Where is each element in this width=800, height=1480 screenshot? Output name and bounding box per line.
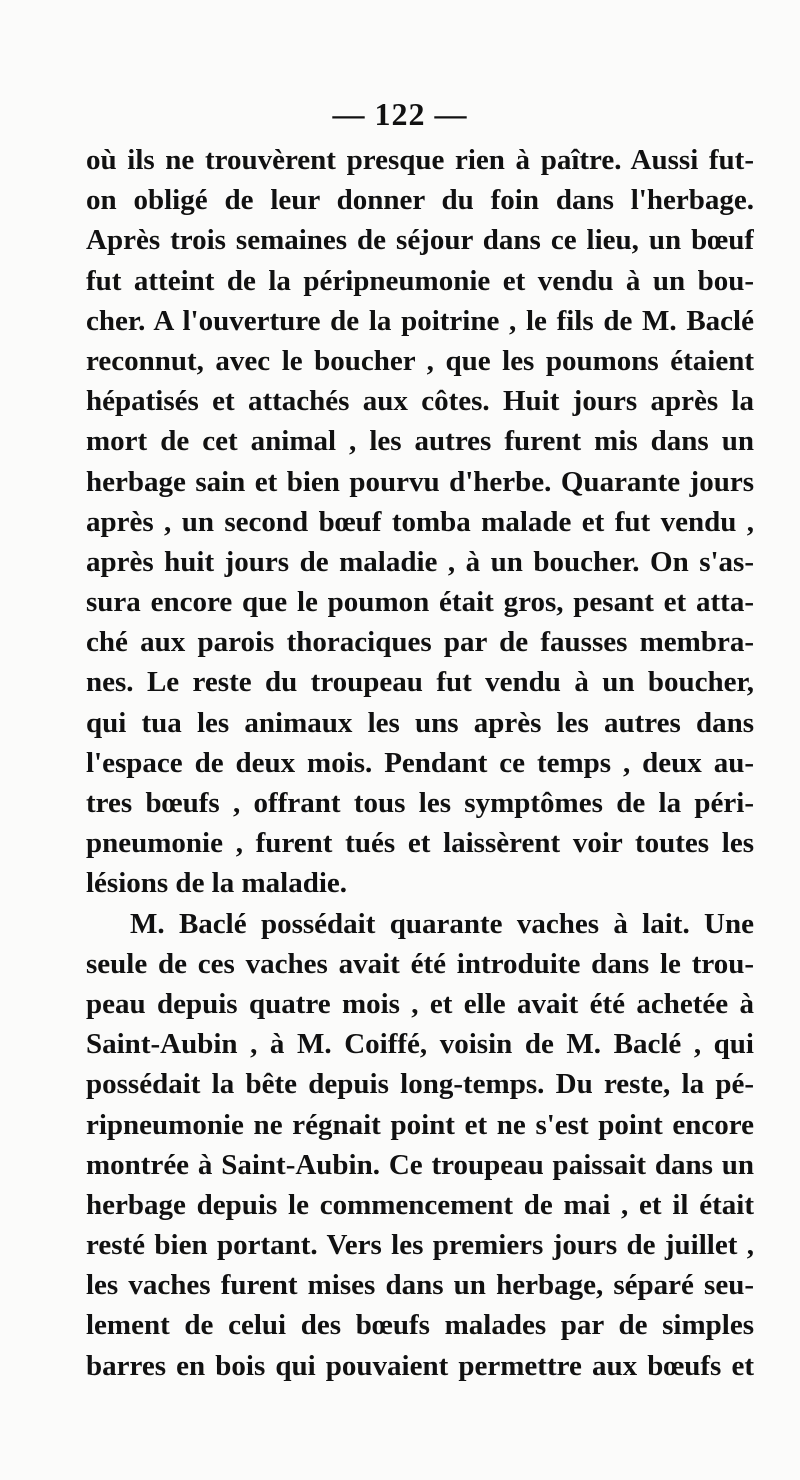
text-line: reconnut, avec le boucher , que les poumons étaient xyxy=(86,344,754,377)
text-line: peau depuis quatre mois , et elle avait été achetée à xyxy=(86,987,754,1020)
text-line: herbage sain et bien pourvu d'herbe. Quarante jours xyxy=(86,465,754,498)
text-line: barres en bois qui pouvaient permettre aux bœufs et xyxy=(86,1349,754,1382)
text-line: hépatisés et attachés aux côtes. Huit jours après la xyxy=(86,385,754,418)
body-text xyxy=(86,140,754,1386)
text-line: nes. Le reste du troupeau fut vendu à un boucher, xyxy=(86,666,754,699)
text-line: où ils ne trouvèrent presque rien à paître. Aussi fut- xyxy=(86,144,754,176)
text-line: tres bœufs , offrant tous les symptômes de la péri- xyxy=(86,787,754,819)
text-line: herbage depuis le commencement de mai , et il était xyxy=(86,1188,754,1221)
text-line: qui tua les animaux les uns après les autres dans xyxy=(86,706,754,739)
text-line: cher. A l'ouverture de la poitrine , le fils de M. Baclé xyxy=(86,304,754,337)
text-line: l'espace de deux mois. Pendant ce temps , deux au- xyxy=(86,746,754,779)
paragraph-start-line: M. Baclé possédait quarante vaches à lait. Une xyxy=(130,907,754,940)
text-line: possédait la bête depuis long-temps. Du reste, la pé- xyxy=(86,1068,754,1101)
text-line: montrée à Saint-Aubin. Ce troupeau paissait dans un xyxy=(86,1148,754,1181)
paragraph-end-line: lésions de la maladie. xyxy=(86,867,348,900)
text-line: les vaches furent mises dans un herbage, séparé seu- xyxy=(86,1269,754,1302)
text-line: après , un second bœuf tomba malade et fut vendu , xyxy=(86,505,754,538)
text-line: ché aux parois thoraciques par de fausses membra- xyxy=(86,626,754,659)
text-line: on obligé de leur donner du foin dans l'herbage. xyxy=(86,184,754,217)
page-number: — 122 — xyxy=(332,96,468,132)
text-line: lement de celui des bœufs malades par de simples xyxy=(86,1309,754,1342)
text-line: Saint-Aubin , à M. Coiffé, voisin de M. Baclé , qui xyxy=(86,1028,754,1061)
text-line: resté bien portant. Vers les premiers jours de juillet , xyxy=(86,1229,754,1262)
text-line: Après trois semaines de séjour dans ce lieu, un bœuf xyxy=(86,224,754,257)
text-line: ripneumonie ne régnait point et ne s'est point encore xyxy=(86,1108,754,1141)
text-line: sura encore que le poumon était gros, pesant et atta- xyxy=(86,586,754,619)
text-line: pneumonie , furent tués et laissèrent voir toutes les xyxy=(86,827,754,860)
text-line: seule de ces vaches avait été introduite dans le trou- xyxy=(86,947,754,980)
text-line: fut atteint de la péripneumonie et vendu à un bou- xyxy=(86,264,754,297)
text-line: mort de cet animal , les autres furent mis dans un xyxy=(86,425,754,458)
text-line: après huit jours de maladie , à un boucher. On s'as- xyxy=(86,545,754,578)
